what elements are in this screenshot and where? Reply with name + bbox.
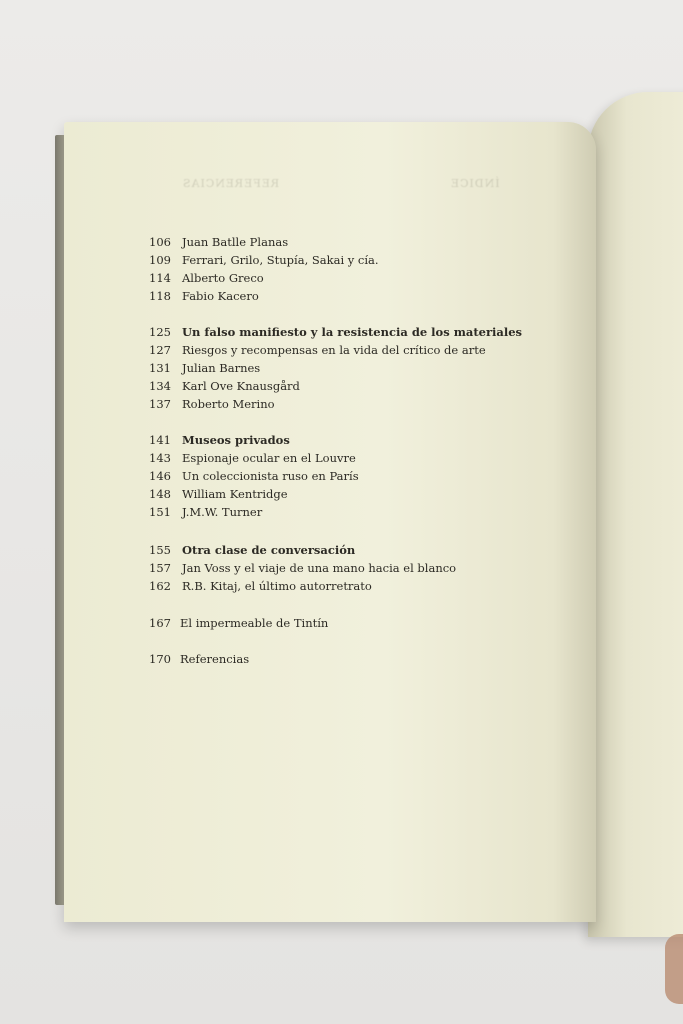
toc-page-number: 170 <box>149 652 171 666</box>
toc-page-number: 148 <box>149 487 171 501</box>
toc-title: El impermeable de Tintín <box>180 616 329 630</box>
toc-title: Karl Ove Knausgård <box>182 379 300 393</box>
toc-title: Espionaje ocular en el Louvre <box>182 451 356 465</box>
facing-page <box>588 92 683 937</box>
toc-title: Alberto Greco <box>182 271 264 285</box>
toc-page-number: 134 <box>149 379 171 393</box>
showthrough-left-header: REFERENCIAS <box>182 177 280 190</box>
toc-page-number: 125 <box>149 325 171 339</box>
toc-page-number: 127 <box>149 343 171 357</box>
toc-page-number: 146 <box>149 469 171 483</box>
book-page <box>64 122 596 922</box>
toc-page-number: 109 <box>149 253 171 267</box>
toc-title: Julian Barnes <box>182 361 261 375</box>
toc-page-number: 114 <box>149 271 171 285</box>
toc-page-number: 143 <box>149 451 171 465</box>
toc-title: J.M.W. Turner <box>182 505 263 519</box>
toc-page-number: 157 <box>149 561 171 575</box>
toc-page-number: 118 <box>149 289 171 303</box>
toc-page-number: 106 <box>149 235 171 249</box>
toc-title: Fabio Kacero <box>182 289 259 303</box>
toc-title: Un falso manifiesto y la resistencia de los materiales <box>182 325 522 339</box>
toc-title: Otra clase de conversación <box>182 543 356 557</box>
toc-page-number: 131 <box>149 361 171 375</box>
toc-title: William Kentridge <box>182 487 288 501</box>
toc-page-number: 167 <box>149 616 171 630</box>
toc-title: Museos privados <box>182 433 290 447</box>
toc-title: Referencias <box>180 652 250 666</box>
toc-page-number: 155 <box>149 543 171 557</box>
toc-title: Riesgos y recompensas en la vida del crítico de arte <box>182 343 486 357</box>
hand <box>665 934 683 1004</box>
toc-title: Juan Batlle Planas <box>182 235 289 249</box>
toc-page-number: 137 <box>149 397 171 411</box>
toc-page-number: 151 <box>149 505 171 519</box>
toc-title: Un coleccionista ruso en París <box>182 469 359 483</box>
toc-title: Jan Voss y el viaje de una mano hacia el blanco <box>182 561 457 575</box>
toc-page-number: 162 <box>149 579 171 593</box>
toc-title: R.B. Kitaj, el último autorretrato <box>182 579 372 593</box>
toc-title: Ferrari, Grilo, Stupía, Sakai y cía. <box>182 253 379 267</box>
toc-page-number: 141 <box>149 433 171 447</box>
showthrough-right-header: ÍNDICE <box>450 177 500 190</box>
toc-title: Roberto Merino <box>182 397 275 411</box>
